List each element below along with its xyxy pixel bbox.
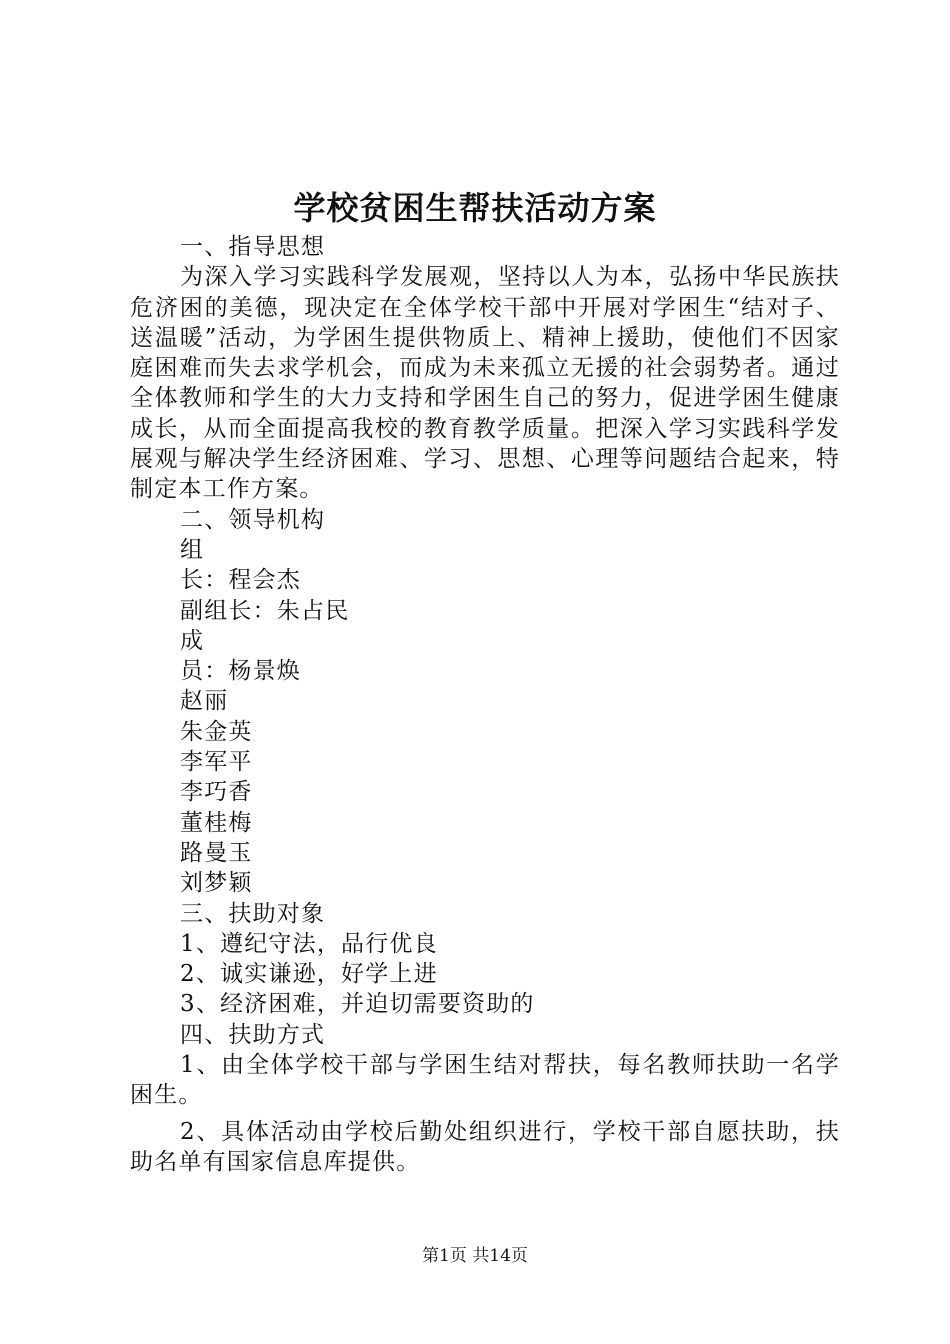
section-heading-targets: 三、扶助对象 bbox=[180, 900, 326, 927]
section-heading-guiding-thought: 一、指导思想 bbox=[180, 234, 326, 260]
leader-label-line1: 组 bbox=[180, 536, 205, 563]
deputy-leader: 副组长：朱占民 bbox=[180, 597, 350, 624]
member-name: 路曼玉 bbox=[180, 839, 253, 866]
guiding-thought-paragraph: 为深入学习实践科学发展观，坚持以人为本，弘扬中华民族扶危济困的美德，现决定在全体学校干部中开展对学困生“结对子、送温暖”活动，为学困生提供物质上、精神上援助，使他们不因家庭困难而失去求学机会，而成为未来孤立无援的社会弱势者。通过全体教师和学生的大力支持和学困生自己的努力，促进学困生健康成长，从而全面提高我校的教育教学质量。把深入学习实践科学发展观与解决学生经济困难、学习、思想、心理等问题结合起来，特制定本工作方案。 bbox=[130, 264, 840, 503]
method-item-1: 1、由全体学校干部与学困生结对帮扶，每名教师扶助一名学困生。 bbox=[130, 1052, 840, 1109]
section-heading-methods: 四、扶助方式 bbox=[180, 1021, 326, 1048]
member-name: 朱金英 bbox=[180, 718, 253, 745]
page-footer: 第1页 共14页 bbox=[422, 1246, 528, 1266]
target-item: 3、经济困难，并迫切需要资助的 bbox=[180, 991, 535, 1018]
document-title: 学校贫困生帮扶活动方案 bbox=[293, 189, 657, 227]
member-label-line1: 成 bbox=[180, 627, 205, 654]
leader-label-line2: 长：程会杰 bbox=[180, 567, 301, 594]
member-name: 赵丽 bbox=[180, 688, 229, 715]
member-name: 董桂梅 bbox=[180, 809, 253, 836]
document-body bbox=[130, 232, 840, 1177]
target-item: 2、诚实谦逊，好学上进 bbox=[180, 961, 438, 988]
member-name: 李巧香 bbox=[180, 779, 253, 806]
section-heading-leadership: 二、领导机构 bbox=[180, 506, 326, 533]
target-item: 1、遵纪守法，品行优良 bbox=[180, 930, 438, 957]
member-name: 李军平 bbox=[180, 749, 253, 776]
member-label-line2: 员：杨景焕 bbox=[180, 658, 301, 685]
member-name: 刘梦颖 bbox=[180, 870, 253, 897]
method-item-2: 2、具体活动由学校后勤处组织进行，学校干部自愿扶助，扶助名单有国家信息库提供。 bbox=[130, 1118, 840, 1175]
